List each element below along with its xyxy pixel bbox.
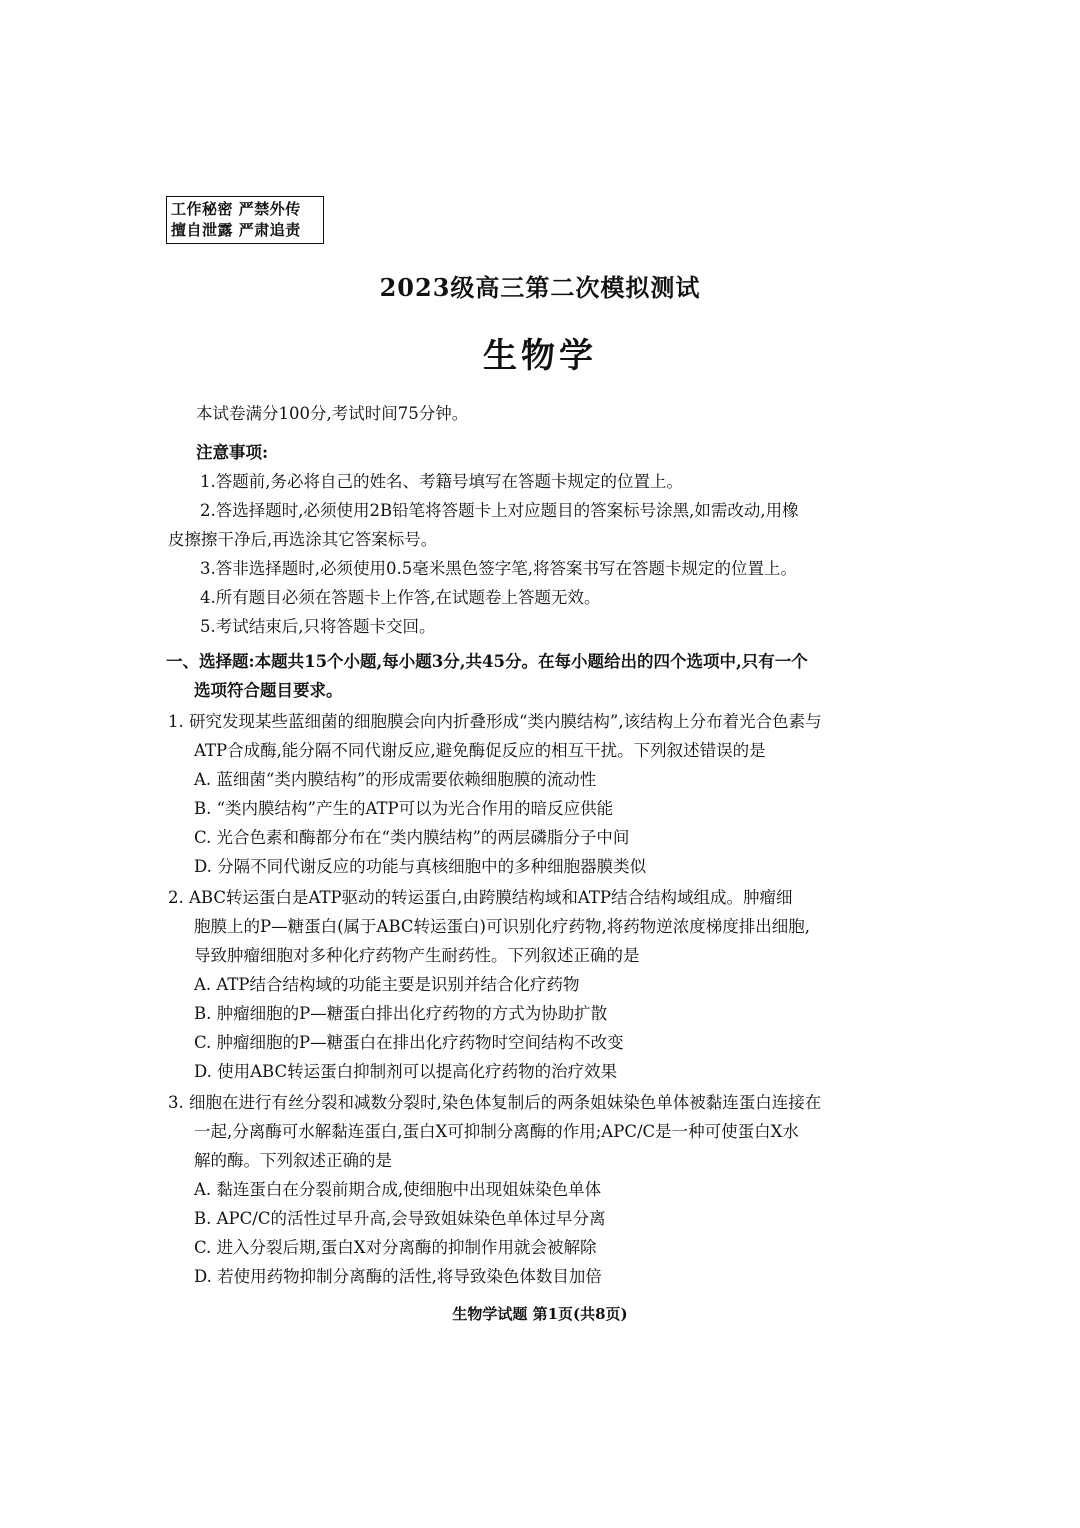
subject-title: 生物学 [483,336,597,376]
note-4: 4.所有题目必须在答题卡上作答,在试题卷上答题无效。 [200,588,601,607]
option-b: B. 肿瘤细胞的P—糖蛋白排出化疗药物的方式为协助扩散 [194,1004,608,1023]
note-2-line-2: 皮擦擦干净后,再选涂其它答案标号。 [168,530,438,549]
question-stem: 胞膜上的P—糖蛋白(属于ABC转运蛋白)可识别化疗药物,将药物逆浓度梯度排出细胞, [194,917,810,936]
option-b: B. APC/C的活性过早升高,会导致姐妹染色单体过早分离 [194,1209,606,1228]
option-b: B. “类内膜结构”产生的ATP可以为光合作用的暗反应供能 [194,799,614,818]
option-c: C. 光合色素和酶都分布在“类内膜结构”的两层磷脂分子中间 [194,828,630,847]
question-stem: ATP合成酶,能分隔不同代谢反应,避免酶促反应的相互干扰。下列叙述错误的是 [194,741,766,760]
stamp-line-1: 工作秘密 严禁外传 [171,200,301,218]
option-c: C. 肿瘤细胞的P—糖蛋白在排出化疗药物时空间结构不改变 [194,1033,624,1052]
option-a: A. ATP结合结构域的功能主要是识别并结合化疗药物 [194,975,580,994]
question-stem: 2. ABC转运蛋白是ATP驱动的转运蛋白,由跨膜结构域和ATP结合结构域组成。肿瘤细 [168,888,793,907]
option-d: D. 分隔不同代谢反应的功能与真核细胞中的多种细胞器膜类似 [194,857,647,876]
option-d: D. 若使用药物抑制分离酶的活性,将导致染色体数目加倍 [194,1267,602,1286]
section-heading-line-2: 选项符合题目要求。 [194,681,343,700]
option-a: A. 蓝细菌“类内膜结构”的形成需要依赖细胞膜的流动性 [194,770,597,789]
page-footer: 生物学试题 第1页(共8页) [452,1305,628,1323]
exam-title: 2023级高三第二次模拟测试 [379,273,701,302]
option-c: C. 进入分裂后期,蛋白X对分离酶的抑制作用就会被解除 [194,1238,597,1257]
note-1: 1.答题前,务必将自己的姓名、考籍号填写在答题卡规定的位置上。 [200,472,683,491]
option-d: D. 使用ABC转运蛋白抑制剂可以提高化疗药物的治疗效果 [194,1062,618,1081]
option-a: A. 黏连蛋白在分裂前期合成,使细胞中出现姐妹染色单体 [194,1180,602,1199]
note-2-line-1: 2.答选择题时,必须使用2B铅笔将答题卡上对应题目的答案标号涂黑,如需改动,用橡 [200,501,799,520]
note-3: 3.答非选择题时,必须使用0.5毫米黑色签字笔,将答案书写在答题卡规定的位置上。 [200,559,797,578]
question-stem: 3. 细胞在进行有丝分裂和减数分裂时,染色体复制后的两条姐妹染色单体被黏连蛋白连接在 [168,1093,822,1112]
confidentiality-stamp [166,196,324,244]
notes-heading: 注意事项: [196,443,269,462]
question-stem: 导致肿瘤细胞对多种化疗药物产生耐药性。下列叙述正确的是 [194,946,640,965]
note-5: 5.考试结束后,只将答题卡交回。 [200,617,436,636]
section-heading-line-1: 一、选择题:本题共15个小题,每小题3分,共45分。在每小题给出的四个选项中,只有一个 [166,652,808,671]
question-stem: 1. 研究发现某些蓝细菌的细胞膜会向内折叠形成“类内膜结构”,该结构上分布着光合色素与 [168,712,822,731]
question-stem: 解的酶。下列叙述正确的是 [194,1151,392,1170]
intro-text: 本试卷满分100分,考试时间75分钟。 [196,404,469,423]
stamp-line-2: 擅自泄露 严肃追责 [171,221,301,239]
question-stem: 一起,分离酶可水解黏连蛋白,蛋白X可抑制分离酶的作用;APC/C是一种可使蛋白X水 [194,1122,799,1141]
